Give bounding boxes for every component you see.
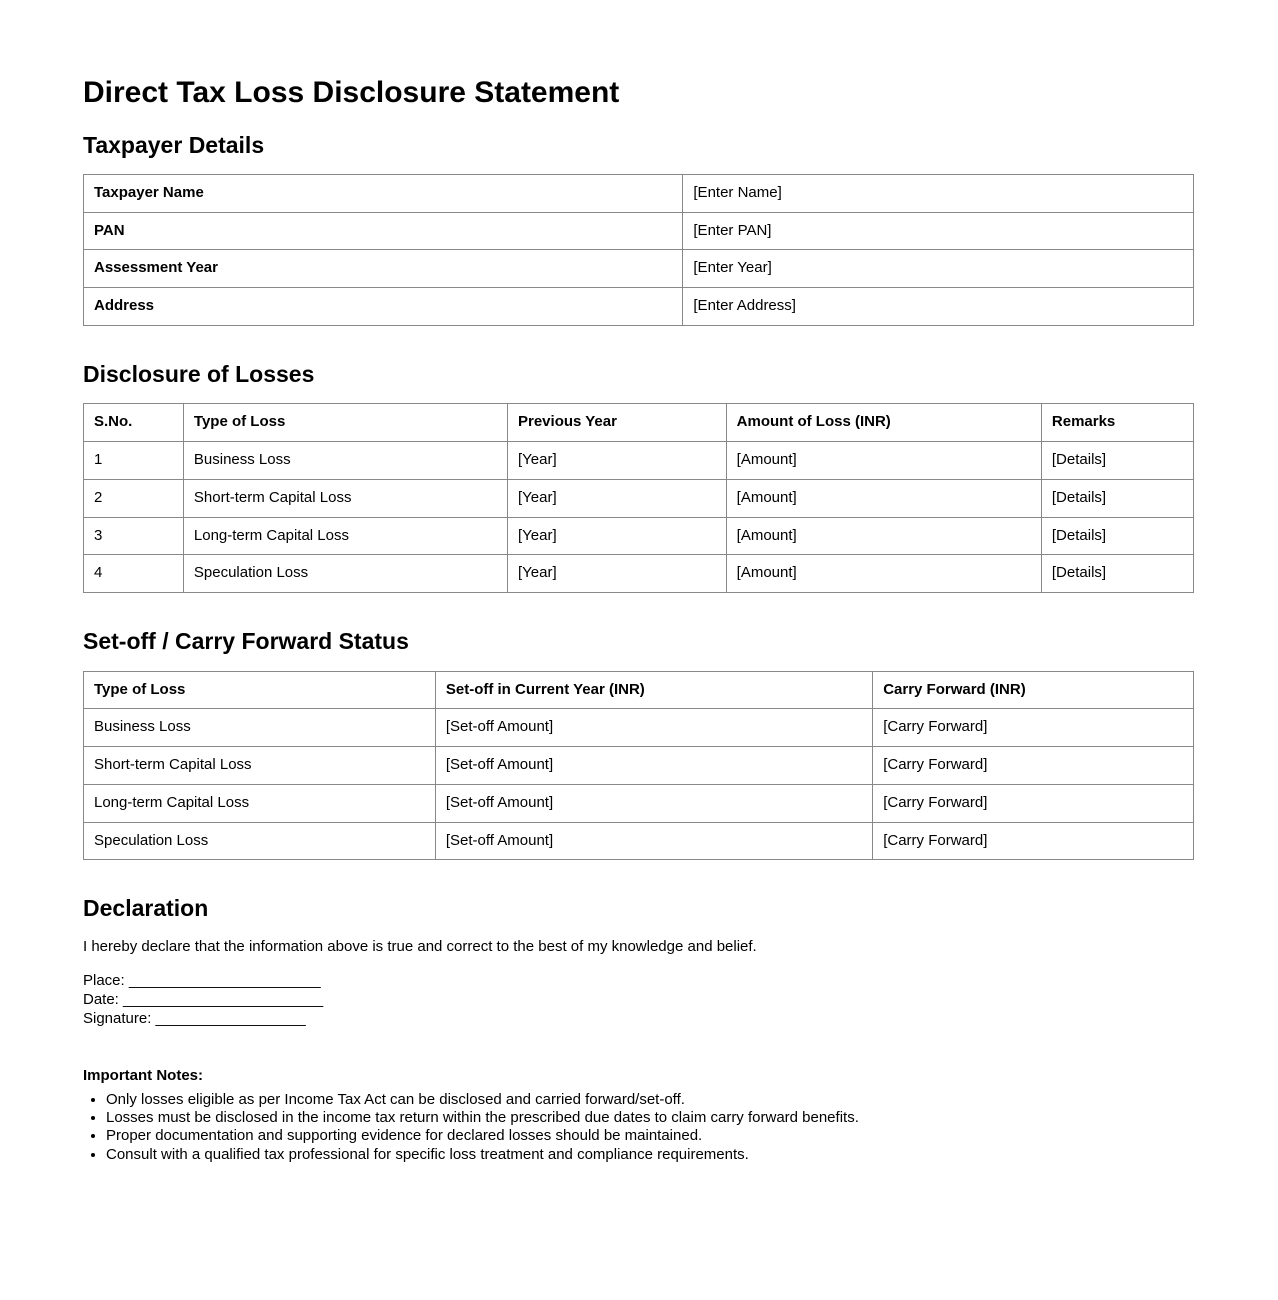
setoff-row-type: Short-term Capital Loss [84, 747, 436, 785]
loss-row-amount: [Amount] [726, 517, 1041, 555]
setoff-carry-forward-table [83, 671, 1194, 861]
setoff-row-carry-forward: [Carry Forward] [873, 747, 1194, 785]
setoff-row-carry-forward: [Carry Forward] [873, 709, 1194, 747]
loss-row-previous-year: [Year] [508, 479, 727, 517]
setoff-row-carry-forward: [Carry Forward] [873, 784, 1194, 822]
disclosure-of-losses-table [83, 403, 1194, 593]
declaration-statement: I hereby declare that the information above is true and correct to the best of my knowledge and belief. [83, 937, 757, 955]
setoff-row-amount: [Set-off Amount] [435, 709, 872, 747]
pan-value: [Enter PAN] [683, 212, 1194, 250]
section-heading-disclosure-of-losses: Disclosure of Losses [83, 360, 315, 387]
column-header-carry-forward: Carry Forward (INR) [873, 671, 1194, 709]
loss-row-amount: [Amount] [726, 442, 1041, 480]
address-value: [Enter Address] [683, 288, 1194, 326]
loss-row-sno: 1 [84, 442, 184, 480]
table-row [84, 555, 1194, 593]
table-row [84, 288, 1194, 326]
taxpayer-name-label: Taxpayer Name [84, 174, 683, 212]
place-line: Place: _______________________ [83, 972, 321, 990]
signature-block [83, 972, 1194, 1029]
pan-label: PAN [84, 212, 683, 250]
section-heading-declaration: Declaration [83, 895, 209, 922]
table-row [84, 784, 1194, 822]
section-heading-taxpayer-details: Taxpayer Details [83, 131, 265, 158]
setoff-row-amount: [Set-off Amount] [435, 822, 872, 860]
setoff-row-amount: [Set-off Amount] [435, 784, 872, 822]
loss-row-previous-year: [Year] [508, 517, 727, 555]
setoff-row-type: Speculation Loss [84, 822, 436, 860]
loss-row-previous-year: [Year] [508, 442, 727, 480]
taxpayer-details-table [83, 174, 1194, 326]
column-header-remarks: Remarks [1041, 404, 1193, 442]
loss-row-type: Long-term Capital Loss [183, 517, 507, 555]
table-row [84, 479, 1194, 517]
loss-row-amount: [Amount] [726, 555, 1041, 593]
setoff-row-carry-forward: [Carry Forward] [873, 822, 1194, 860]
column-header-setoff-current-year: Set-off in Current Year (INR) [435, 671, 872, 709]
loss-row-amount: [Amount] [726, 479, 1041, 517]
assessment-year-label: Assessment Year [84, 250, 683, 288]
table-row [84, 709, 1194, 747]
taxpayer-name-value: [Enter Name] [683, 174, 1194, 212]
table-header-row [84, 671, 1194, 709]
table-row [84, 747, 1194, 785]
loss-row-sno: 2 [84, 479, 184, 517]
list-item: • Consult with a qualified tax professional for specific loss treatment and compliance requirements. [106, 1146, 1194, 1164]
loss-row-type: Short-term Capital Loss [183, 479, 507, 517]
list-item: • Only losses eligible as per Income Tax Act can be disclosed and carried forward/set-off. [106, 1091, 1194, 1109]
column-header-previous-year: Previous Year [508, 404, 727, 442]
table-row [84, 174, 1194, 212]
signature-line: Signature: __________________ [83, 1010, 306, 1028]
table-row [84, 212, 1194, 250]
table-row [84, 250, 1194, 288]
important-notes-heading: Important Notes: [83, 1067, 203, 1085]
loss-row-sno: 3 [84, 517, 184, 555]
table-row [84, 822, 1194, 860]
column-header-type-of-loss: Type of Loss [183, 404, 507, 442]
loss-row-type: Speculation Loss [183, 555, 507, 593]
setoff-row-type: Business Loss [84, 709, 436, 747]
table-header-row [84, 404, 1194, 442]
section-heading-setoff-carry-forward: Set-off / Carry Forward Status [83, 628, 409, 655]
assessment-year-value: [Enter Year] [683, 250, 1194, 288]
column-header-type-of-loss: Type of Loss [84, 671, 436, 709]
table-row [84, 517, 1194, 555]
address-label: Address [84, 288, 683, 326]
loss-row-remarks: [Details] [1041, 517, 1193, 555]
document-title: Direct Tax Loss Disclosure Statement [83, 76, 620, 109]
loss-row-remarks: [Details] [1041, 555, 1193, 593]
column-header-amount-of-loss: Amount of Loss (INR) [726, 404, 1041, 442]
important-notes-list [83, 1091, 1194, 1165]
table-row [84, 442, 1194, 480]
loss-row-remarks: [Details] [1041, 442, 1193, 480]
column-header-sno: S.No. [84, 404, 184, 442]
loss-row-sno: 4 [84, 555, 184, 593]
setoff-row-amount: [Set-off Amount] [435, 747, 872, 785]
loss-row-type: Business Loss [183, 442, 507, 480]
loss-row-previous-year: [Year] [508, 555, 727, 593]
loss-row-remarks: [Details] [1041, 479, 1193, 517]
list-item: • Proper documentation and supporting evidence for declared losses should be maintained. [106, 1127, 1194, 1145]
list-item: • Losses must be disclosed in the income tax return within the prescribed due dates to claim carry forward benefits. [106, 1109, 1194, 1127]
date-line: Date: ________________________ [83, 991, 324, 1009]
setoff-row-type: Long-term Capital Loss [84, 784, 436, 822]
